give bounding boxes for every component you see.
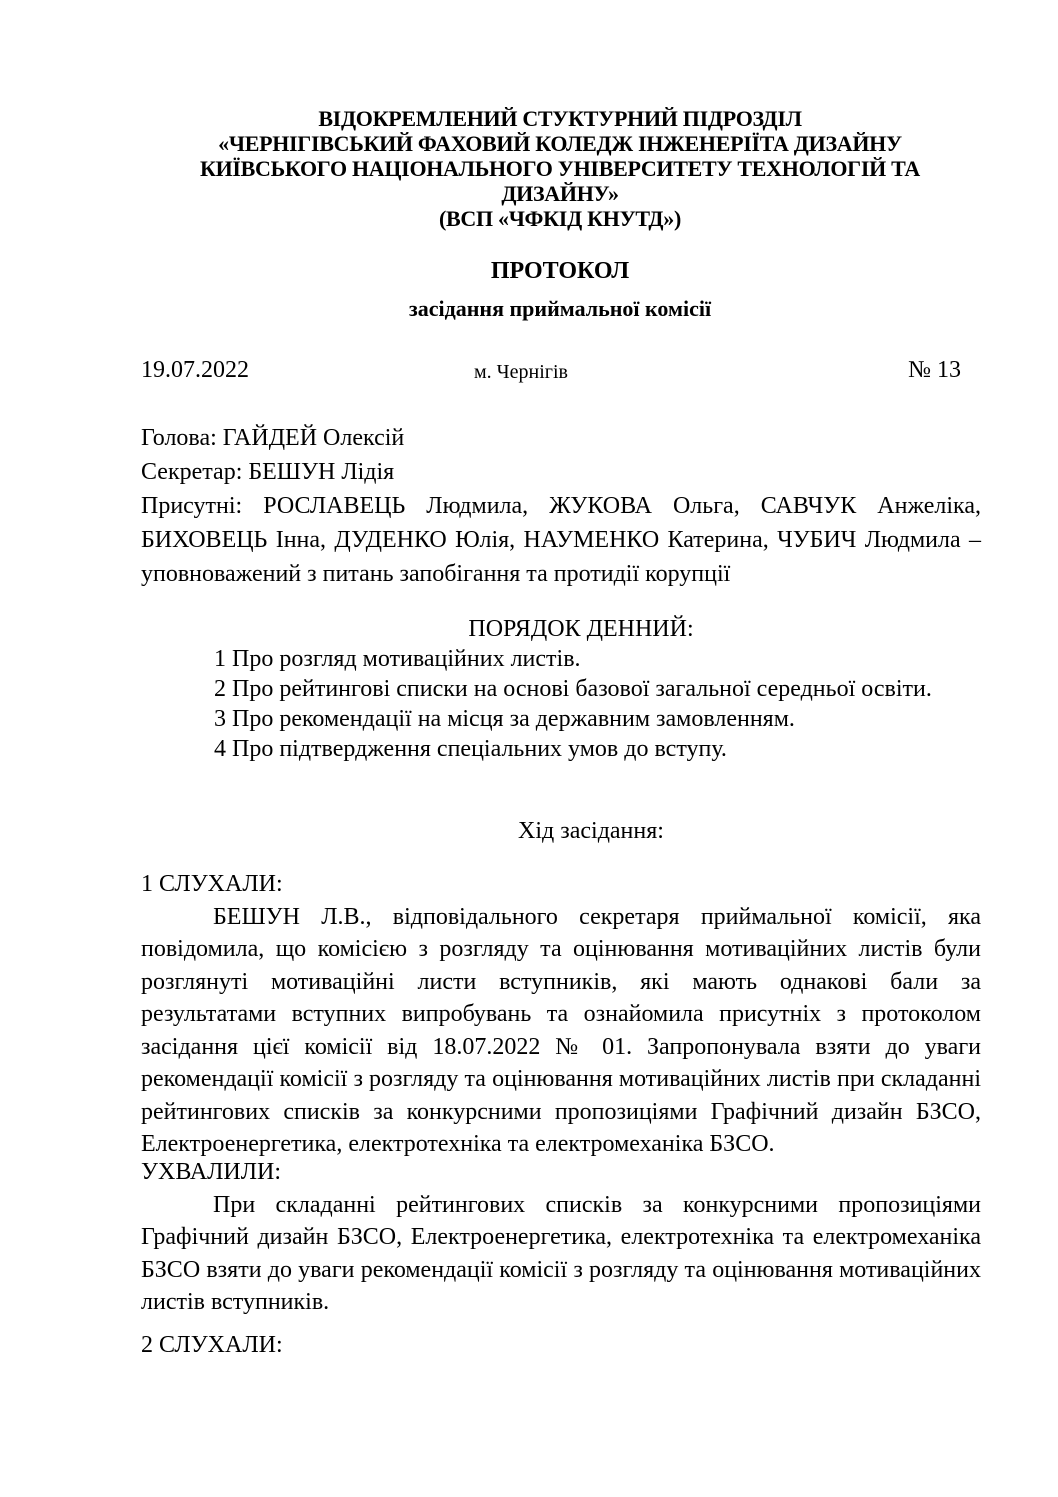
header-line: ДИЗАЙНУ» [501,181,619,206]
chair-line: Голова: ГАЙДЕЙ Олексій [141,425,405,451]
document-subtitle: засідання приймальної комісії [408,296,712,321]
header-line: КИЇВСЬКОГО НАЦІОНАЛЬНОГО УНІВЕРСИТЕТУ ТЕХНОЛОГІЙ ТА [199,156,921,181]
document-date: 19.07.2022 [141,357,249,383]
agenda-block [141,614,981,764]
heard-label: 1 СЛУХАЛИ: [141,871,283,897]
header-line: ВІДОКРЕМЛЕНИЙ СТУКТУРНИЙ ПІДРОЗДІЛ [318,106,802,131]
agenda-item: 4 Про підтвердження спеціальних умов до вступу. [214,736,727,762]
resolved-text: При складанні рейтингових списків за конкурсними пропозиціями Графічний дизайн БЗСО, Електроенергетика, електротехніка та електромеханіка БЗСО взяти до уваги рекомендації комісії з розгляду та оцінювання мотиваційних листів вступників. [141,1191,981,1315]
heard-label: 2 СЛУХАЛИ: [141,1332,283,1358]
header-line: «ЧЕРНІГІВСЬКИЙ ФАХОВИЙ КОЛЕДЖ ІНЖЕНЕРІЇТА ДИЗАЙНУ [218,131,902,156]
agenda-heading: ПОРЯДОК ДЕННИЙ: [468,616,694,642]
agenda-item: 3 Про рекомендації на місця за державним замовленням. [214,706,795,732]
document-title: ПРОТОКОЛ [490,258,630,284]
resolved-label: УХВАЛИЛИ: [141,1159,282,1185]
secretary-line: Секретар: БЕШУН Лідія [141,459,395,485]
institution-header [140,106,980,231]
document-number: № 13 [908,357,961,383]
section-1-resolved [141,1156,981,1319]
agenda-item: 1 Про розгляд мотиваційних листів. [214,646,581,672]
document-city: м. Чернігів [474,361,568,383]
section-1-heard [141,868,981,1161]
header-line: (ВСП «ЧФКІД КНУТД») [439,206,681,231]
present-line: Присутні: РОСЛАВЕЦЬ Людмила, ЖУКОВА Ольга, САВЧУК Анжеліка, БИХОВЕЦЬ Інна, ДУДЕНКО Юлія, НАУМЕНКО Катерина, ЧУБИЧ Людмила – уповноважений з питань запобігання та протидії корупції [141,493,981,587]
section-2-heard [141,1328,981,1362]
participants-block [141,421,981,591]
document-meta [141,355,961,385]
heard-text: БЕШУН Л.В., відповідального секретаря приймальної комісії, яка повідомила, що комісією з розгляду та оцінювання мотиваційних листів були розглянуті мотиваційні листи вступників, які мають однакові бали за результатами вступних випробувань та ознайомила присутніх з протоколом засідання цієї комісії від 18.07.2022 № 01. Запропонувала взяти до уваги рекомендації комісії з розгляду та оцінювання мотиваційних листів при складанні рейтингових списків за конкурсними пропозиціями Графічний дизайн БЗСО, Електроенергетика, електротехніка та електромеханіка БЗСО. [141,903,981,1157]
proceedings-heading: Хід засідання: [518,818,664,844]
agenda-item: 2 Про рейтингові списки на основі базової загальної середньої освіти. [214,676,932,702]
